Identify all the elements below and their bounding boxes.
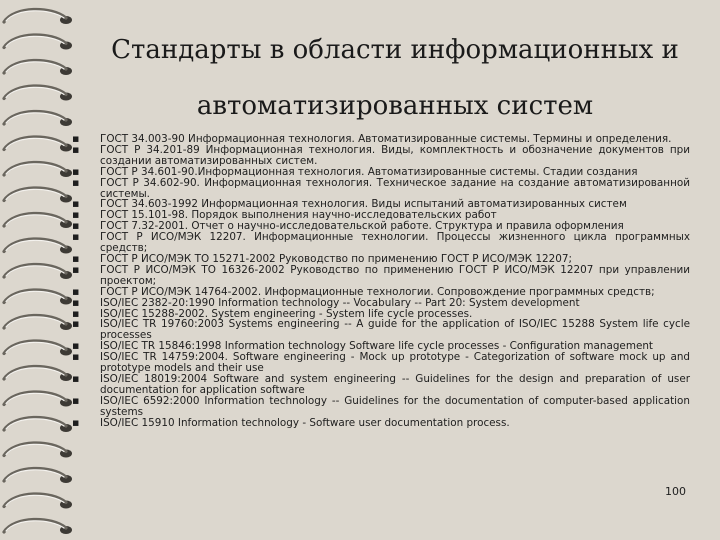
list-item bbox=[70, 262, 690, 287]
list-item-text: ISO/IEC TR 14759:2004. Software engineering - Mock up prototype - Categorization of software mock up and prototype models and their use bbox=[100, 351, 690, 375]
bullet-icon: ▪ bbox=[72, 262, 80, 276]
bullet-icon: ▪ bbox=[72, 208, 80, 222]
bullet-icon: ▪ bbox=[72, 371, 80, 385]
bullet-icon: ▪ bbox=[72, 164, 80, 178]
bullet-icon: ▪ bbox=[72, 306, 80, 320]
list-item-text: ГОСТ Р 34.201-89 Информационная технология. Виды, комплектность и обозначение документов при создании автоматизированных систем. bbox=[100, 143, 690, 167]
bullet-icon: ▪ bbox=[72, 142, 80, 156]
bullet-icon: ▪ bbox=[72, 317, 80, 331]
bullet-icon: ▪ bbox=[72, 415, 80, 429]
list-item-text: ISO/IEC 2382-20:1990 Information technology -- Vocabulary -- Part 20: System development bbox=[100, 296, 580, 309]
list-item-text: ISO/IEC TR 19760:2003 Systems engineering -- A guide for the application of ISO/IEC 15288 System life cycle processes bbox=[100, 318, 690, 342]
list-item bbox=[70, 352, 690, 374]
spiral-binding-decoration bbox=[0, 0, 80, 540]
bullet-icon: ▪ bbox=[72, 295, 80, 309]
list-item bbox=[70, 393, 690, 418]
bullet-icon: ▪ bbox=[72, 219, 80, 233]
bullet-icon: ▪ bbox=[72, 251, 80, 265]
list-item-text: ISO/IEC TR 15846:1998 Information technology Software life cycle processes - Configuration management bbox=[100, 340, 654, 353]
page-number: 100 bbox=[665, 485, 686, 498]
standards-list bbox=[70, 134, 690, 428]
list-item bbox=[70, 319, 690, 341]
list-item bbox=[70, 371, 690, 396]
list-item bbox=[70, 232, 690, 254]
bullet-icon: ▪ bbox=[72, 284, 80, 298]
list-item-text: ГОСТ Р ИСО/МЭК ТО 16326-2002 Руководство по применению ГОСТ Р ИСО/МЭК 12207 при управлении проектом; bbox=[100, 263, 690, 287]
list-item-text: ГОСТ 15.101-98. Порядок выполнения научно-исследовательских работ bbox=[100, 209, 497, 222]
list-item-text: ГОСТ Р ИСО/МЭК 14764-2002. Информационные технологии. Сопровождение программных средств; bbox=[100, 285, 655, 298]
list-item-text: ГОСТ 34.603-1992 Информационная технология. Виды испытаний автоматизированных систем bbox=[100, 198, 627, 211]
slide-title: Стандарты в области информационных и автоматизированных систем bbox=[111, 35, 679, 121]
list-item-text: ГОСТ Р 34.602-90. Информационная технология. Техническое задание на создание автоматизированной системы. bbox=[100, 176, 690, 200]
list-item-text: ГОСТ 34.003-90 Информационная технология. Автоматизированные системы. Термины и определения. bbox=[100, 133, 672, 145]
list-item bbox=[70, 415, 690, 429]
list-item bbox=[70, 142, 690, 167]
list-item-text: ГОСТ Р 34.601-90.Информационная технология. Автоматизированные системы. Стадии создания bbox=[100, 165, 638, 178]
list-item-text: ГОСТ Р ИСО/МЭК 12207. Информационные технологии. Процессы жизненного цикла программных средств; bbox=[100, 231, 690, 255]
list-item-text: ISO/IEC 15288-2002. System engineering - System life cycle processes. bbox=[100, 307, 473, 320]
bullet-icon: ▪ bbox=[72, 197, 80, 211]
bullet-icon: ▪ bbox=[72, 175, 80, 189]
list-item bbox=[70, 175, 690, 200]
bullet-icon: ▪ bbox=[72, 393, 80, 407]
list-item-text: ГОСТ Р ИСО/МЭК ТО 15271-2002 Руководство по применению ГОСТ Р ИСО/МЭК 12207; bbox=[100, 252, 572, 265]
bullet-icon: ▪ bbox=[72, 350, 80, 364]
bullet-icon: ▪ bbox=[72, 230, 80, 244]
list-item-text: ГОСТ 7.32-2001. Отчет о научно-исследовательской работе. Структура и правила оформления bbox=[100, 220, 624, 233]
list-item-text: ISO/IEC 18019:2004 Software and system engineering -- Guidelines for the design and preparation of user documentation for application software bbox=[100, 372, 690, 396]
list-item-text: ISO/IEC 6592:2000 Information technology -- Guidelines for the documentation of computer-based application systems bbox=[100, 394, 690, 418]
bullet-icon: ▪ bbox=[72, 132, 80, 145]
bullet-icon: ▪ bbox=[72, 339, 80, 353]
list-item-text: ISO/IEC 15910 Information technology - Software user documentation process. bbox=[100, 416, 510, 429]
